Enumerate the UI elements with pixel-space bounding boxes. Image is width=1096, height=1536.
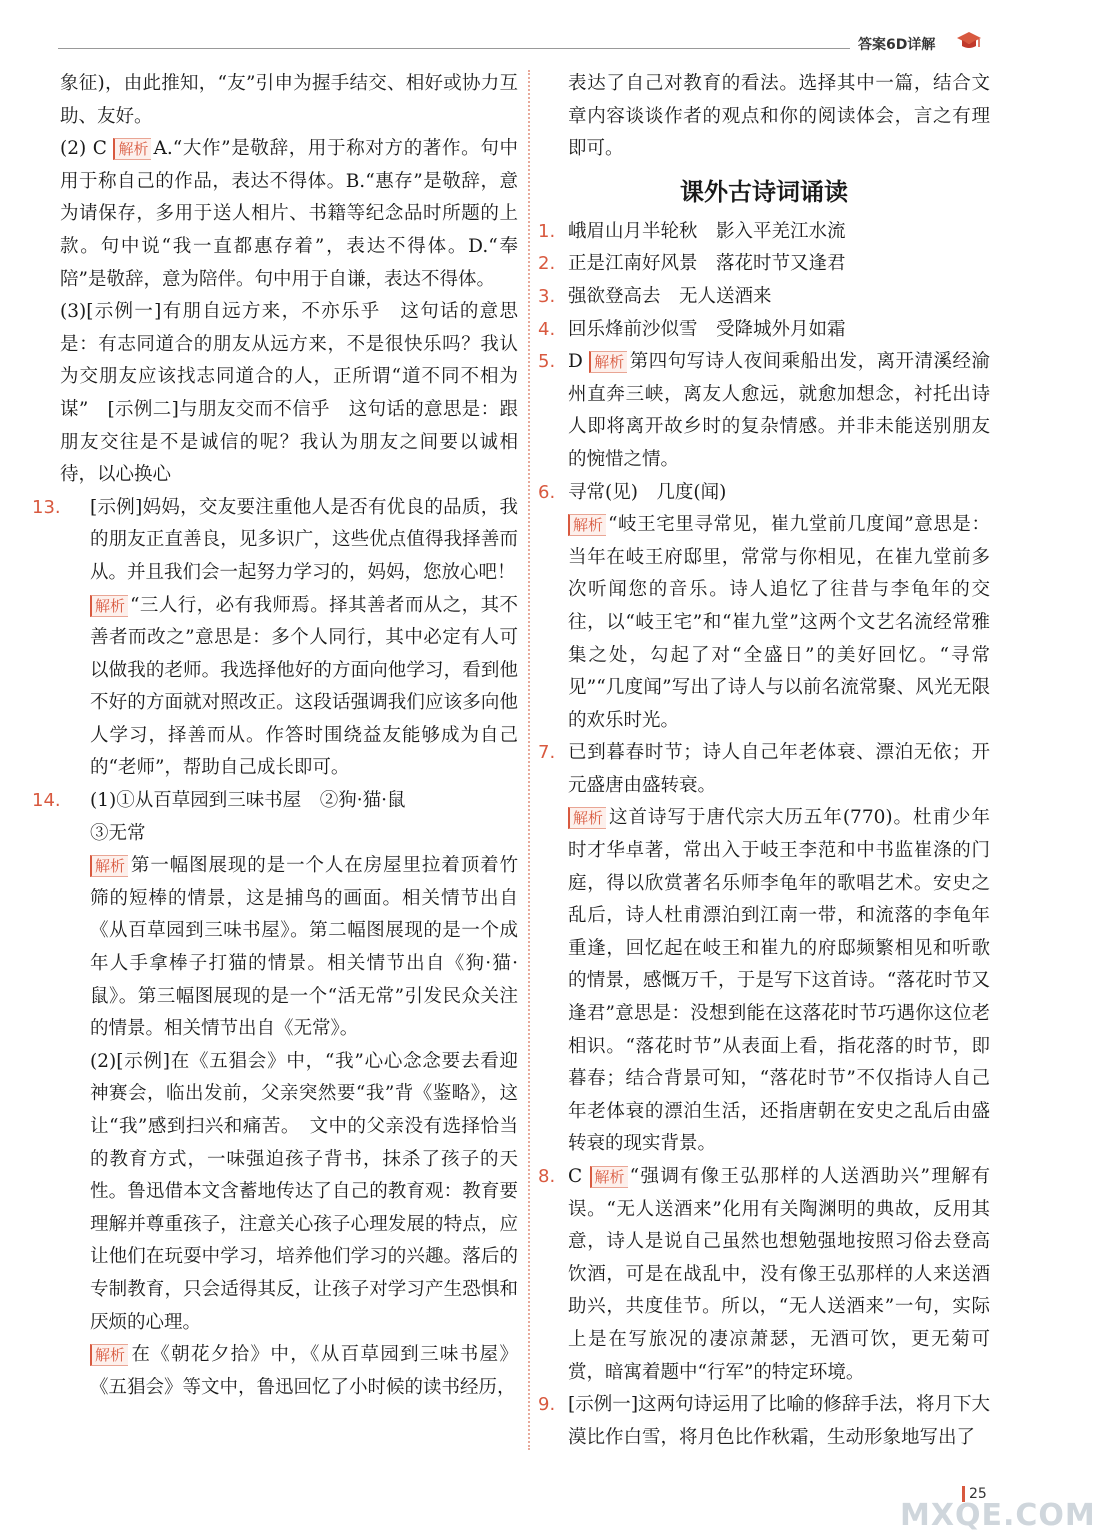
answer-14-2: (2)[示例]在《五猖会》中，“我”心心念念要去看迎神赛会，临出发前，父亲突然要“我”背《鉴略》，这让“我”感到扫兴和痛苦。 文中的父亲没有选择恰当的教育方式，一味强迫孩子背书，抹杀了孩子的天性。鲁迅借本文含蓄地传达了自己的教育观：教育要理解并尊重孩子，注意关心孩子心理发展的特点，应让他们在玩耍中学习，培养他们学习的兴趣。落后的专制教育，只会适得其反，让孩子对学习产生恐惧和厌烦的心理。: [90, 1050, 518, 1333]
question-number: 2.: [538, 253, 556, 275]
analysis-text: 这首诗写于唐代宗大历五年(770)。杜甫少年时才华卓著，常出入于岐王李范和中书监崔涤的门庭，得以欣赏著名乐师李龟年的歌唱艺术。安史之乱后，诗人杜甫漂泊到江南一带，和流落的李龟年重逢，回忆起在岐王和崔九的府邸频繁相见和听歌的情景，感慨万千，于是写下这首诗。“落花时节又逢君”意思是：没想到能在这落花时节巧遇你这位老相识。“落花时节”从表面上看，指花落的时节，即暮春；结合背景可知，“落花时节”不仅指诗人自己年老体衰的漂泊生活，还指唐朝在安史之乱后由盛转衰的现实背景。: [568, 807, 990, 1155]
question-number: 6.: [538, 481, 556, 503]
question-5: [538, 346, 990, 476]
watermark: MXQE.COM: [900, 1498, 1096, 1533]
question-number: 7.: [538, 742, 556, 764]
answer-12-2: [60, 133, 518, 296]
analysis-13: [60, 590, 518, 786]
answer-12-3: (3)[示例一]有朋自远方来，不亦乐乎 这句话的意思是：有志同道合的朋友从远方来，不是很快乐吗？我认为交朋友应该找志同道合的人，正所谓“道不同不相为谋” [示例二]与朋友交而不信乎 这句话的意思是：跟朋友交往是不是诚信的呢？我认为朋友之间要以诚相待，以心换心: [60, 301, 518, 486]
question-number: 4.: [538, 318, 556, 340]
analysis-6: [538, 509, 990, 737]
answer-text: 强欲登高去 无人送酒来: [568, 285, 772, 307]
question-number: 8.: [538, 1166, 556, 1187]
analysis-tag: 解析: [113, 138, 151, 160]
analysis-text: “三人行，必有我师焉。择其善者而从之，其不善者而改之”意思是：多个人同行，其中必定有人可以做我的老师。我选择他好的方面向他学习，看到他不好的方面就对照改正。这段话强调我们应该多向他人学习，择善而从。作答时围绕益友能够成为自己的“老师”，帮助自己成长即可。: [90, 594, 518, 779]
answer-label: D: [568, 351, 583, 373]
answer-text: 寻常(见) 几度(闻): [568, 481, 727, 503]
analysis-14-1: [60, 850, 518, 1046]
question-13: [32, 492, 518, 590]
analysis-tag: 解析: [90, 595, 128, 617]
right-column: [538, 68, 990, 1454]
answer-text: 回乐烽前沙似雪 受降城外月如霜: [568, 318, 846, 340]
section-title: 课外古诗词诵读: [680, 177, 848, 206]
question-number: 14.: [32, 790, 61, 812]
question-number: 1.: [538, 220, 556, 242]
column-divider: [528, 70, 530, 1450]
header-label: 答案6D详解: [858, 37, 936, 53]
answer-text: 峨眉山月半轮秋 影入平羌江水流: [568, 220, 846, 242]
analysis-text: “强调有像王弘那样的人送酒助兴”理解有误。“无人送酒来”化用有关陶渊明的典故，反用其意，诗人是说自己虽然也想勉强地按照习俗去登高饮酒，可是在战乱中，没有像王弘那样的人来送酒助兴，共度佳节。所以，“无人送酒来”一句，实际上是在写旅况的凄凉萧瑟，无酒可饮，更无菊可赏，暗寓着题中“行军”的特定环境。: [568, 1166, 990, 1383]
question-number: 9.: [538, 1394, 556, 1416]
question-9: [538, 1389, 990, 1454]
analysis-tag: 解析: [90, 1344, 128, 1366]
question-8: [538, 1161, 990, 1389]
graduation-cap-icon: [956, 30, 982, 52]
answer-text: ③无常: [90, 822, 146, 844]
answer-text: 已到暮春时节；诗人自己年老体衰、漂泊无依；开元盛唐由盛转衰。: [568, 742, 990, 796]
analysis-tag: 解析: [589, 351, 627, 373]
poem-item: [538, 314, 990, 347]
answer-text: (1)①从百草园到三味书屋 ②狗·猫·鼠: [90, 790, 406, 812]
paragraph: 象征)，由此推知，“友”引申为握手结交、相好或协力互助、友好。: [60, 73, 518, 127]
answer-text: 正是江南好风景 落花时节又逢君: [568, 253, 846, 275]
answer-text: [示例一]这两句诗运用了比喻的修辞手法，将月下大漠比作白雪，将月色比作秋霜，生动形象地写出了: [568, 1394, 990, 1448]
analysis-text: “岐王宅里寻常见，崔九堂前几度闻”意思是：当年在岐王府邸里，常常与你相见，在崔九堂前多次听闻您的音乐。诗人追忆了往昔与李龟年的交往，以“岐王宅”和“崔九堂”这两个文艺名流经常雅集之处，勾起了对“全盛日”的美好回忆。“寻常见”“几度闻”写出了诗人与以前名流常聚、风光无限的欢乐时光。: [568, 514, 990, 731]
analysis-7: [538, 802, 990, 1161]
question-number: 5.: [538, 351, 556, 373]
question-6: [538, 477, 990, 510]
analysis-14-2: [60, 1339, 518, 1404]
question-number: 3.: [538, 285, 556, 307]
analysis-tag: 解析: [568, 807, 606, 829]
question-number: 13.: [32, 496, 61, 518]
analysis-text: 第一幅图展现的是一个人在房屋里拉着顶着竹筛的短棒的情景，这是捕鸟的画面。相关情节出自《从百草园到三味书屋》。第二幅图展现的是一个成年人手拿棒子打猫的情景。相关情节出自《狗·猫·鼠》。第三幅图展现的是一个“活无常”引发民众关注的情景。相关情节出自《无常》。: [90, 855, 518, 1040]
analysis-tag: 解析: [568, 514, 606, 536]
analysis-text: 第四句写诗人夜间乘船出发，离开清溪经渝州直奔三峡，离友人愈远，就愈加想念，衬托出诗人即将离开故乡时的复杂情感。并非未能送别朋友的惋惜之情。: [568, 351, 990, 470]
page-number: 25: [962, 1486, 987, 1502]
header-rule: [58, 48, 850, 49]
analysis-tag: 解析: [90, 855, 128, 877]
poem-item: [538, 281, 990, 314]
question-14: [32, 785, 518, 850]
answer-text: [示例]妈妈，交友要注重他人是否有优良的品质，我的朋友正直善良，见多识广，这些优点值得我择善而从。并且我们会一起努力学习的，妈妈，您放心吧！: [90, 496, 518, 583]
answer-label: C: [568, 1166, 583, 1187]
analysis-text: 在《朝花夕拾》中，《从百草园到三味书屋》《五猖会》等文中，鲁迅回忆了小时候的读书经历，: [90, 1344, 518, 1398]
question-7: [538, 737, 990, 802]
paragraph: 表达了自己对教育的看法。选择其中一篇，结合文章内容谈谈作者的观点和你的阅读体会，言之有理即可。: [568, 73, 990, 160]
poem-item: [538, 248, 990, 281]
poem-item: [538, 216, 990, 249]
answer-label: (2) C: [60, 138, 107, 160]
analysis-tag: 解析: [590, 1166, 628, 1188]
analysis-text: A.“大作”是敬辞，用于称对方的著作。句中用于称自己的作品，表达不得体。B.“惠存”是敬辞，意为请保存，多用于送人相片、书籍等纪念品时所题的上款。句中说“我一直都惠存着”，表达不得体。D.“奉陪”是敬辞，意为陪伴。句中用于自谦，表达不得体。: [60, 138, 518, 290]
left-column: [32, 68, 518, 1404]
